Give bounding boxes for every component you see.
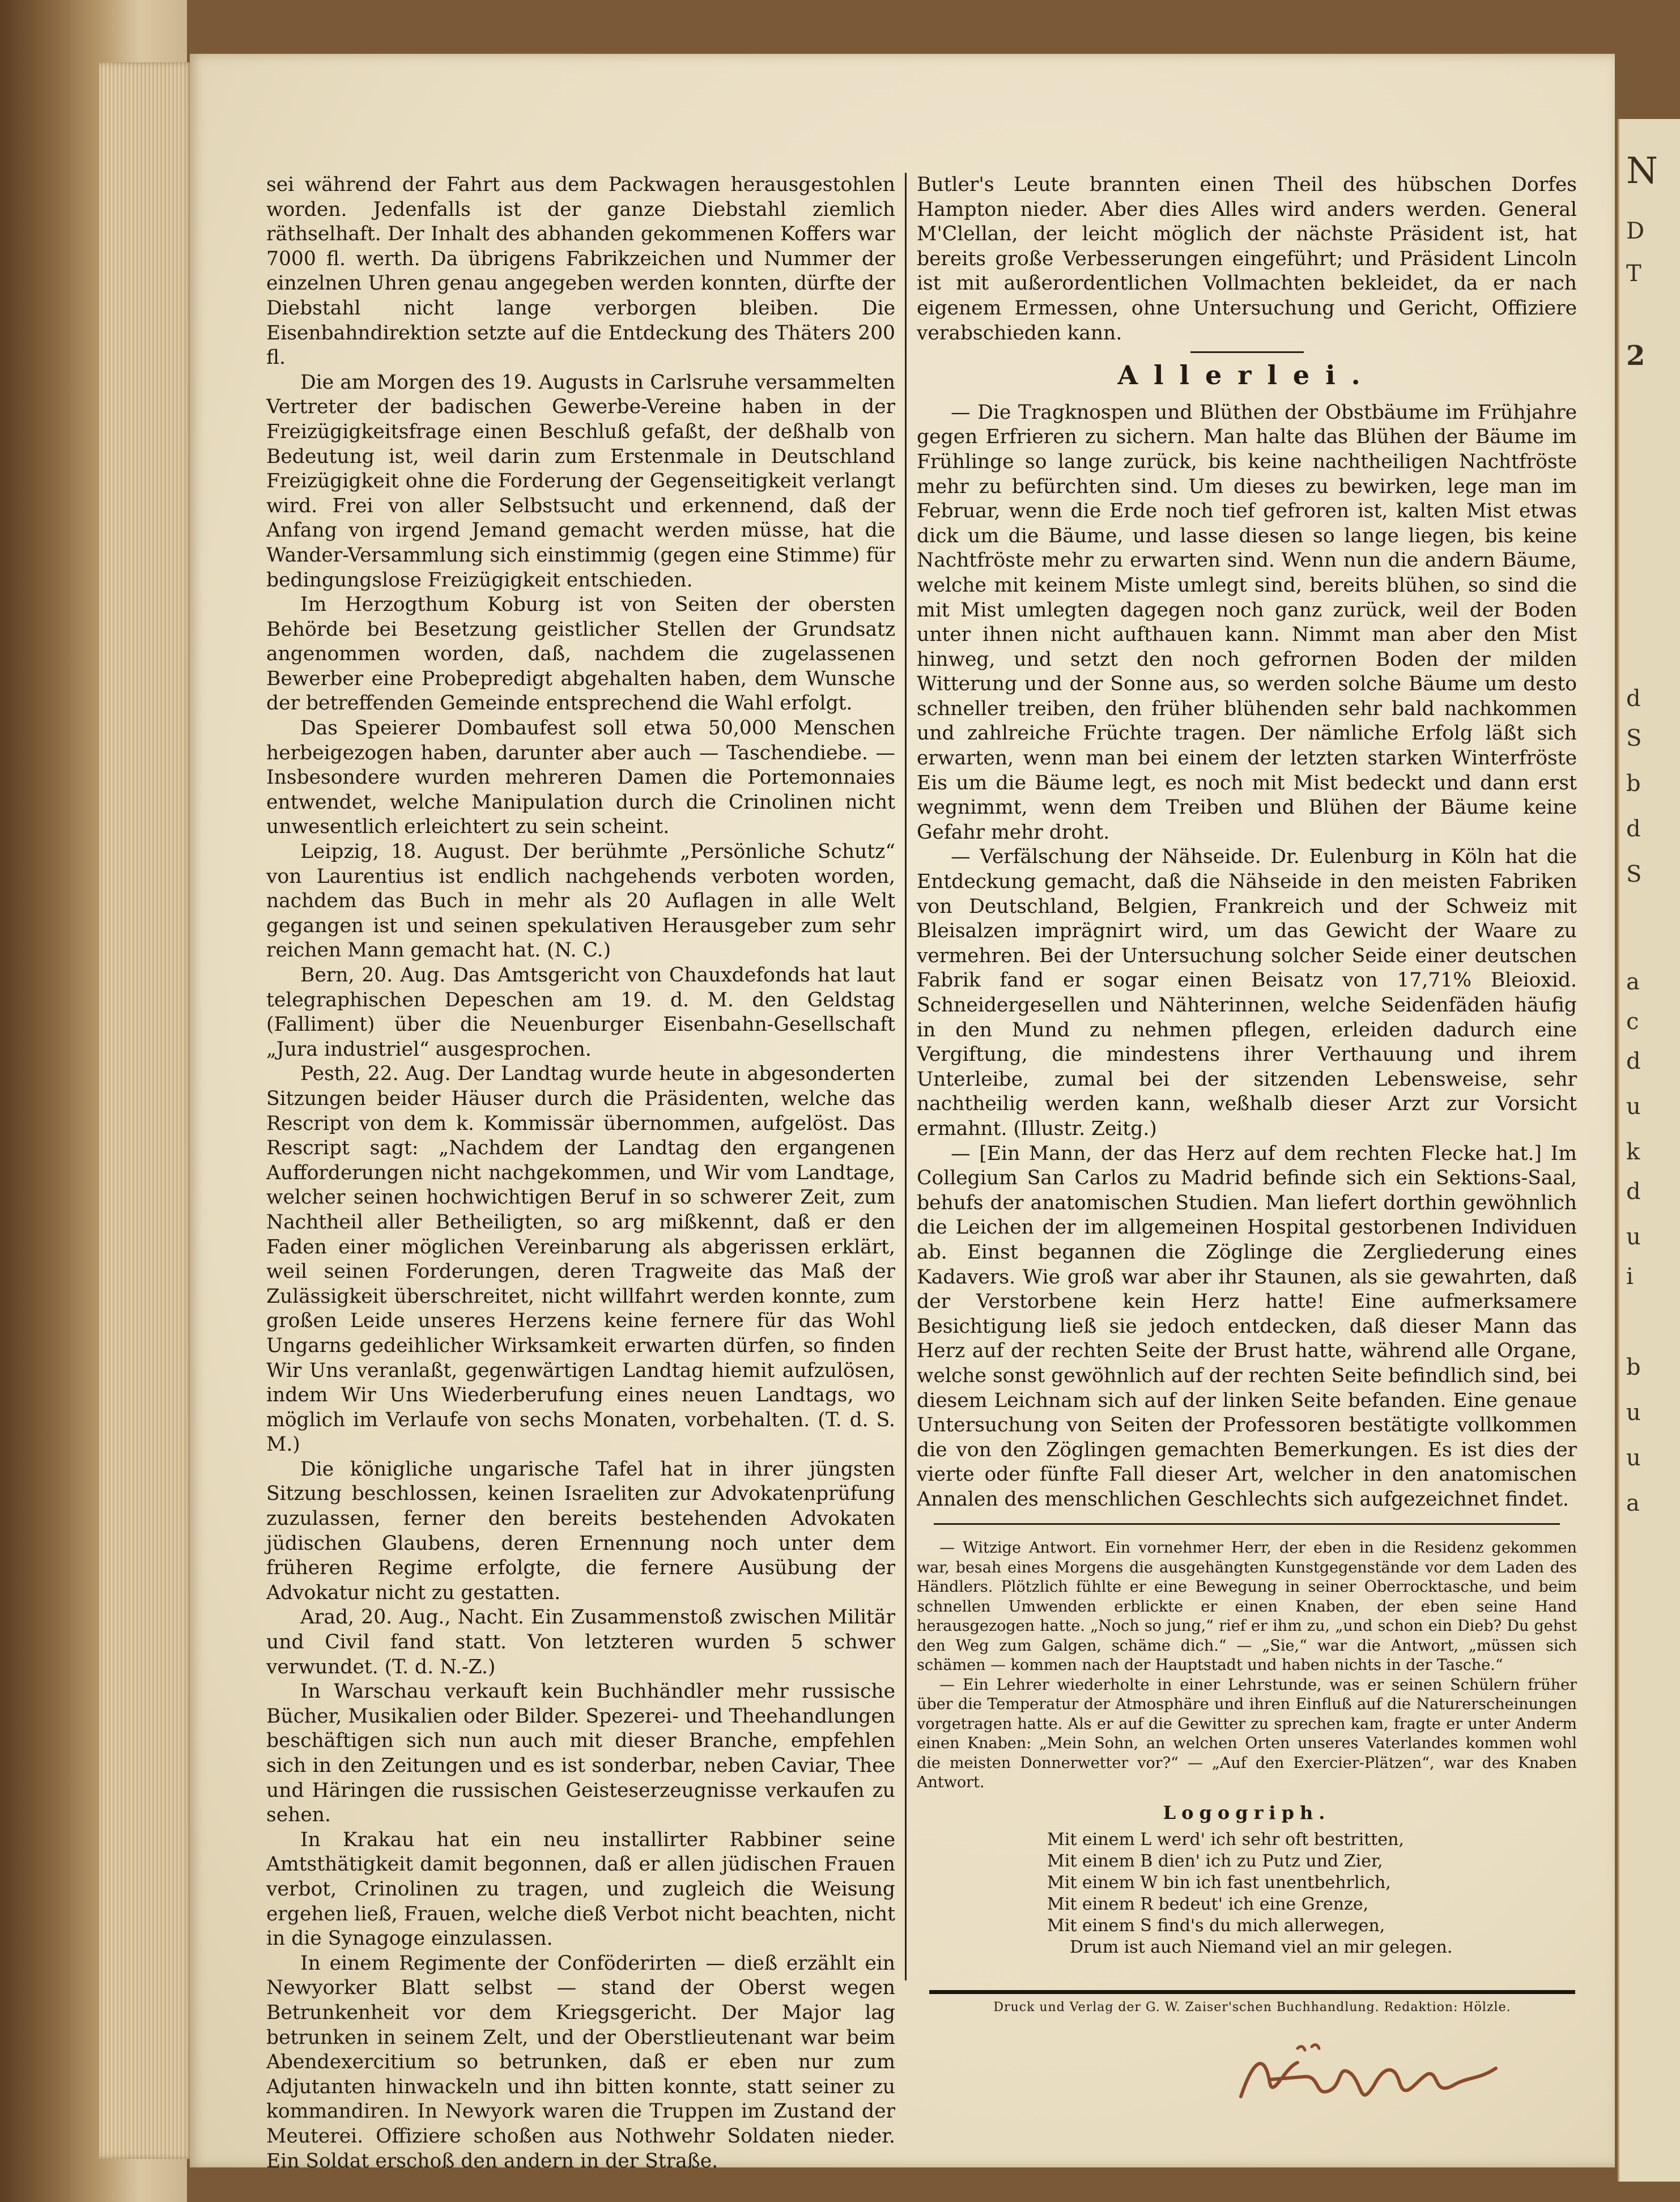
- anecdote-paragraph: — Ein Lehrer wiederholte in einer Lehrstunde, was er seinen Schülern früher über die Temperatur der Atmosphäre und ihren Einfluß auf die Naturerscheinungen vorgetragen hatte. Als er auf die Gewitter zu sprechen kam, fragte er unter Anderm einen Knaben: „Mein Sohn, an welchen Orten unseres Vaterlandes kommen wohl die meisten Donnerwetter vor?“ — „Auf den Exercier-Plätzen“, war des Knaben Antwort.: [917, 1676, 1577, 1792]
- next-page-fragment: u: [1626, 1224, 1641, 1250]
- adjacent-page-edge: [1618, 119, 1680, 2182]
- next-page-fragment: i: [1626, 1264, 1634, 1290]
- page-edges: [99, 62, 193, 2159]
- next-page-fragment: d: [1626, 1179, 1641, 1205]
- footer-rule: [929, 1990, 1575, 1994]
- next-page-fragment: b: [1626, 771, 1641, 797]
- next-page-fragment: a: [1626, 969, 1640, 995]
- column-divider: [905, 173, 907, 1980]
- next-page-fragment: u: [1626, 1094, 1641, 1120]
- riddle-poem: [917, 1829, 1577, 1958]
- article-paragraph: Im Herzogthum Koburg ist von Seiten der obersten Behörde bei Besetzung geistlicher Stellen der Grundsatz angenommen worden, daß, nachdem die zugelassenen Bewerber eine Probepredigt abgehalten haben, dem Wunsche der betreffenden Gemeinde entsprechend die Wahl erfolgt.: [266, 593, 895, 715]
- article-paragraph: Butler's Leute brannten einen Theil des hübschen Dorfes Hampton nieder. Aber dies Alles wird anders werden. General M'Clellan, der leicht möglich der nächste Präsident ist, hat bereits große Verbesserungen eingeführt; und Präsident Lincoln ist mit außerordentlichen Vollmachten bekleidet, da er nach eigenem Ermessen, ohne Untersuchung und Gericht, Offiziere verabschieden kann.: [917, 173, 1577, 345]
- article-paragraph: Bern, 20. Aug. Das Amtsgericht von Chauxdefonds hat laut telegraphischen Depeschen am 19. d. M. den Geldstag (Falliment) über die Neuenburger Eisenbahn-Gesellschaft „Jura industriel“ ausgesprochen.: [266, 964, 895, 1061]
- article-paragraph: — [Ein Mann, der das Herz auf dem rechten Flecke hat.] Im Collegium San Carlos zu Madrid befinde sich ein Sektions-Saal, behufs der anatomischen Studien. Man liefert dorthin gewöhnlich die Leichen der im allgemeinen Hospital gestorbenen Individuen ab. Einst begannen die Zöglinge die Zergliederung eines Kadavers. Wie groß war aber ihr Staunen, als sie gewahrten, daß der Verstorbene kein Herz hatte! Eine aufmerksamere Besichtigung ließ sie jedoch entdecken, daß dieser Mann das Herz auf der rechten Seite der Brust hatte, während alle Organe, welche sonst gewöhnlich auf der rechten Seite befindlich sind, bei diesem Leichnam sich auf der linken Seite befanden. Eine genaue Untersuchung von Seiten der Professoren bestätigte vollkommen die von den Zöglingen gemachten Bemerkungen. Es ist dies der vierte oder fünfte Fall dieser Art, welcher in den anatomischen Annalen des menschlichen Geschlechts sich aufgezeichnet findet.: [917, 1142, 1577, 1511]
- riddle-line: Mit einem W bin ich fast unentbehrlich,: [1047, 1872, 1391, 1893]
- riddle-title: Logogriph.: [1163, 1801, 1331, 1823]
- next-page-fragment: u: [1626, 1400, 1641, 1426]
- imprint-footer: Druck und Verlag der G. W. Zaiser'schen Buchhandlung. Redaktion: Hölzle.: [993, 2000, 1511, 2014]
- article-paragraph: sei während der Fahrt aus dem Packwagen herausgestohlen worden. Jedenfalls ist der ganze Diebstahl ziemlich räthselhaft. Der Inhalt des abhanden gekommenen Koffers war 7000 fl. werth. Da übrigens Fabrikzeichen und Nummer der einzelnen Uhren genau angegeben werden konnten, dürfte der Diebstahl nicht lange verborgen bleiben. Die Eisenbahndirektion setzte auf die Entdeckung des Thäters 200 fl.: [266, 173, 895, 369]
- handwritten-signature: [1230, 2029, 1502, 2119]
- article-paragraph: — Die Tragknospen und Blüthen der Obstbäume im Frühjahre gegen Erfrieren zu sichern. Man halte das Blühen der Bäume im Frühlinge so lange zurück, bis keine nachtheiligen Nachtfröste mehr zu befürchten sind. Um dieses zu bewirken, lege man im Februar, wenn die Erde noch tief gefroren ist, kalten Mist etwas dick um die Bäume, und lasse diesen so lange liegen, bis keine Nachtfröste mehr zu erwarten sind. Wenn nun die andern Bäume, welche mit keinem Miste umlegt sind, bereits blühen, so sind die mit Mist umlegten dagegen noch ganz zurück, weil der Boden unter ihnen nicht aufthauen kann. Nimmt man aber den Mist hinweg, und setzt den noch gefrornen Boden der milden Witterung und der Sonne aus, so werden solche Bäume um desto schneller treiben, den früher blühenden sehr bald nachkommen und zahlreiche Früchte tragen. Der nämliche Erfolg läßt sich erwarten, wenn man bei einem der letzten starken Winterfröste Eis um die Bäume legt, es noch mit Mist bedeckt und dann erst wegnimmt, wenn dem Treiben und Blühen der Bäume keine Gefahr mehr droht.: [917, 401, 1577, 844]
- next-page-fragment: b: [1626, 1354, 1641, 1380]
- section-heading: Allerlei.: [1117, 360, 1376, 391]
- anecdotes-section: [917, 1538, 1577, 1793]
- section-separator: [934, 1523, 1560, 1525]
- riddle-line: Mit einem R bedeut' ich eine Grenze,: [1047, 1894, 1369, 1914]
- riddle-line: Mit einem L werd' ich sehr oft bestritten,: [1047, 1829, 1404, 1850]
- left-column: [266, 173, 895, 2174]
- article-paragraph: In Krakau hat ein neu installirter Rabbiner seine Amtsthätigkeit damit begonnen, daß er allen jüdischen Frauen verbot, Crinolinen zu tragen, und zugleich die Weisung ergehen ließ, Frauen, welche dieß Verbot nicht beachten, nicht in die Synagoge einzulassen.: [266, 1828, 895, 1950]
- next-page-fragment: N: [1626, 150, 1658, 192]
- next-page-fragment: k: [1626, 1139, 1640, 1165]
- article-paragraph: In einem Regimente der Conföderirten — dieß erzählt ein Newyorker Blatt selbst — stand der Oberst wegen Betrunkenheit vor dem Kriegsgericht. Der Major lag betrunken in seinem Zelt, und der Oberstlieutenant war beim Abendexercitium so betrunken, daß er eben nur zum Adjutanten hinwackeln und ihn bitten konnte, statt seiner zu kommandiren. In Newyork waren die Truppen im Zustand der Meuterei. Offiziere schoßen aus Nothwehr Soldaten nieder. Ein Soldat erschoß den andern in der Straße.: [266, 1952, 895, 2173]
- next-page-fragment: S: [1626, 725, 1642, 751]
- next-page-fragment: 2: [1626, 340, 1645, 372]
- anecdote-paragraph: — Witzige Antwort. Ein vornehmer Herr, der eben in die Residenz gekommen war, besah eines Morgens die ausgehängten Kunstgegenstände vor dem Laden des Händlers. Plötzlich fühlte er eine Bewegung in seiner Oberrocktasche, und beim schnellen Umwenden erblickte er einen Knaben, der eben seine Hand herausgezogen hatte. „Noch so jung,“ rief er ihm zu, „und schon ein Dieb? Du gehst den Weg zum Galgen, schäme dich.“ — „Sie,“ war die Antwort, „müssen sich schämen — kommen nach der Hauptstadt und haben nichts in der Tasche.“: [917, 1539, 1577, 1674]
- article-paragraph: Das Speierer Dombaufest soll etwa 50,000 Menschen herbeigezogen haben, darunter aber auch — Taschendiebe. — Insbesondere wurden mehreren Damen die Portemonnaies entwendet, welche Manipulation durch die Crinolinen nicht unwesentlich erleichtert zu sein scheint.: [266, 717, 895, 839]
- riddle-line: Mit einem B dien' ich zu Putz und Zier,: [1047, 1851, 1383, 1871]
- next-page-fragment: a: [1626, 1490, 1640, 1516]
- next-page-fragment: T: [1626, 261, 1641, 287]
- short-separator: [1190, 351, 1304, 353]
- article-paragraph: Arad, 20. Aug., Nacht. Ein Zusammenstoß zwischen Militär und Civil fand statt. Von letzteren wurden 5 schwer verwundet. (T. d. N.-Z.): [266, 1606, 895, 1678]
- article-paragraph: In Warschau verkauft kein Buchhändler mehr russische Bücher, Musikalien oder Bilder. Spezerei- und Theehandlungen beschäftigen sich nun auch mit dieser Branche, empfehlen sich in den Zeitungen und es ist sonderbar, neben Caviar, Thee und Häringen die russischen Geisteserzeugnisse verkaufen zu sehen.: [266, 1680, 895, 1827]
- riddle-line: Mit einem S find's du mich allerwegen,: [1047, 1915, 1385, 1936]
- article-paragraph: Die königliche ungarische Tafel hat in ihrer jüngsten Sitzung beschlossen, keinen Israeliten zur Advokatenprüfung zuzulassen, ferner den bereits bestehenden Advokaten jüdischen Glaubens, deren Ernennung noch unter dem früheren Regime erfolgte, die fernere Ausübung der Advokatur nicht zu gestatten.: [266, 1457, 895, 1604]
- next-page-fragment: d: [1626, 816, 1641, 842]
- article-paragraph: Die am Morgen des 19. Augusts in Carlsruhe versammelten Vertreter der badischen Gewerbe-Vereine haben in der Freizügigkeitsfrage einen Beschluß gefaßt, der deßhalb von Bedeutung ist, weil darin zum Erstenmale in Deutschland Freizügigkeit ohne die Forderung der Gegenseitigkeit verlangt wird. Frei von aller Selbstsucht und erkennend, daß der Anfang von irgend Jemand gemacht werden müsse, hat die Wander-Versammlung sich einstimmig (gegen eine Stimme) für bedingungslose Freizügigkeit entschieden.: [266, 371, 895, 592]
- next-page-fragment: d: [1626, 686, 1641, 712]
- next-page-fragment: c: [1626, 1009, 1639, 1035]
- riddle-line: Drum ist auch Niemand viel an mir gelegen.: [1070, 1937, 1453, 1957]
- next-page-fragment: u: [1626, 1445, 1641, 1471]
- article-paragraph: — Verfälschung der Nähseide. Dr. Eulenburg in Köln hat die Entdeckung gemacht, daß die Nähseide in den meisten Fabriken von Deutschland, Belgien, Frankreich und der Schweiz mit Bleisalzen imprägnirt wird, um das Gewicht der Waare zu vermehren. Bei der Untersuchung solcher Seide einer deutschen Fabrik fand er sogar einen Beisatz von 17,71% Bleioxid. Schneidergesellen und Nähterinnen, welche Seidenfäden häufig in den Mund zu nehmen pflegen, erleiden dadurch eine Vergiftung, die mindestens ihrer Verthauung und ihrem Unterleibe, zumal bei der sitzenden Lebensweise, sehr nachtheilig werden kann, weßhalb dieser Arzt zur Vorsicht ermahnt. (Illustr. Zeitg.): [917, 845, 1577, 1140]
- article-paragraph: Pesth, 22. Aug. Der Landtag wurde heute in abgesonderten Sitzungen beider Häuser durch die Präsidenten, welche das Rescript von dem k. Kommissär übernommen, aufgelöst. Das Rescript sagt: „Nachdem der Landtag den ergangenen Aufforderungen nicht nachgekommen, und Wir vom Landtage, welcher seinen hochwichtigen Beruf in so schwerer Zeit, zum Nachtheil aller Betheiligten, so arg mißkennt, daß er den Faden einer möglichen Vereinbarung als abgerissen erklärt, weil seinen Forderungen, deren Tragweite das Maß der Zulässigkeit überschreitet, nicht willfahrt werden konnte, zum großen Leide unseres Herzens keine fernere für das Wohl Ungarns gedeihlicher Wirksamkeit erwarten dürfen, so finden Wir Uns veranlaßt, gegenwärtigen Landtag hiemit aufzulösen, indem Wir Uns Wiederberufung eines neuen Landtags, wo möglich im Verlaufe von sechs Monaten, vorbehalten. (T. d. S. M.): [266, 1062, 895, 1456]
- next-page-fragment: D: [1626, 218, 1645, 244]
- article-paragraph: Leipzig, 18. August. Der berühmte „Persönliche Schutz“ von Laurentius ist endlich nachgehends verboten worden, nachdem das Buch in mehr als 20 Auflagen in alle Welt gegangen ist und seinen spekulativen Herausgeber zum sehr reichen Mann gemacht hat. (N. C.): [266, 840, 895, 962]
- next-page-fragment: S: [1626, 861, 1642, 887]
- right-column: [917, 173, 1577, 1958]
- next-page-fragment: d: [1626, 1048, 1641, 1074]
